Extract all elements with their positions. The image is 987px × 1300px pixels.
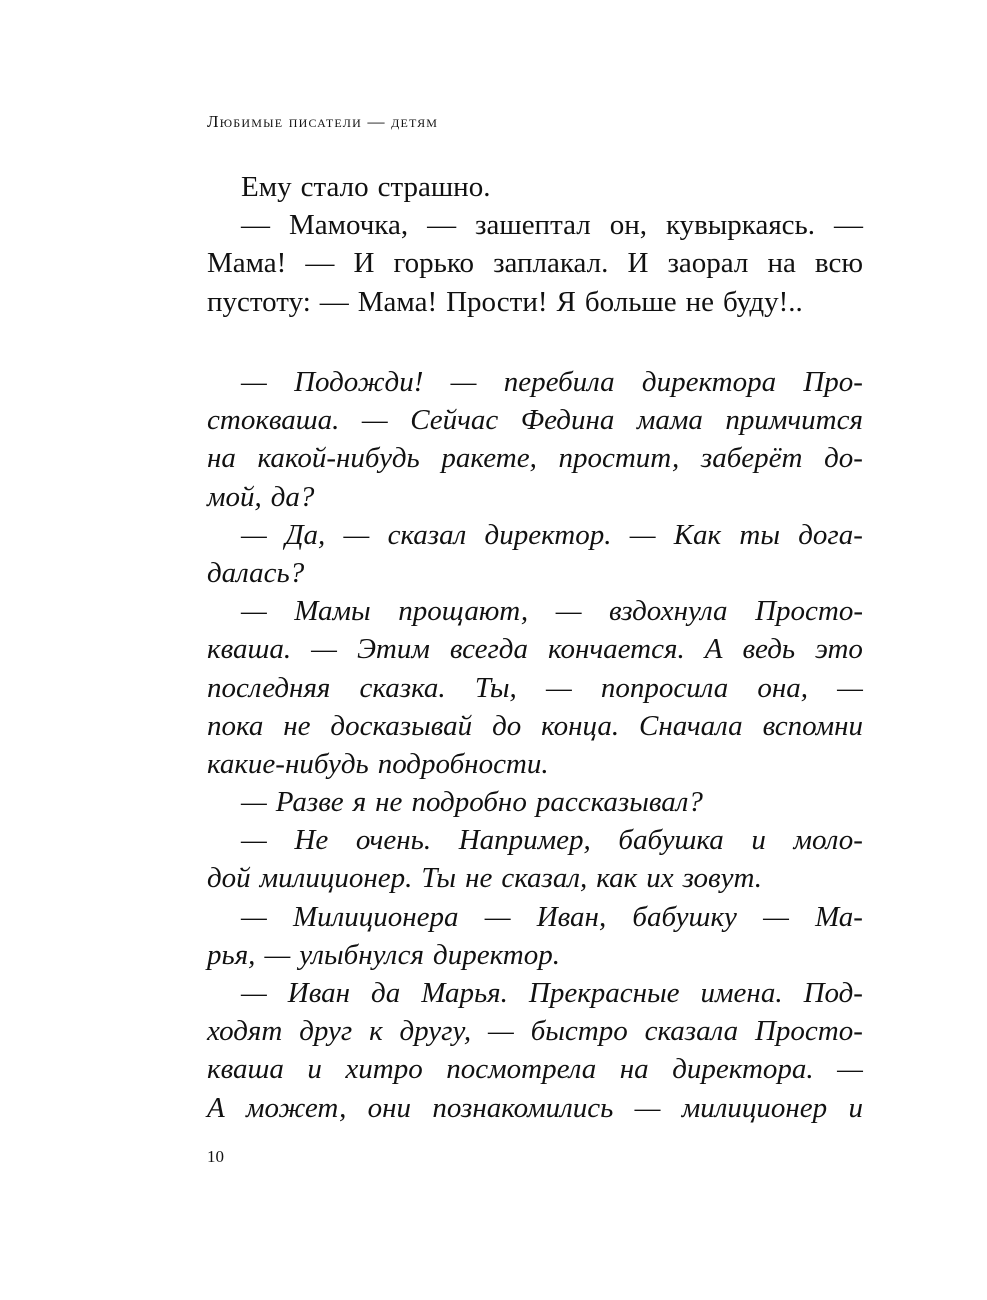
text-line: далась? <box>207 556 305 589</box>
running-header: Любимые писатели — детям <box>207 112 439 131</box>
text-line: Мама! — И горько заплакал. И заорал на всю <box>207 247 863 280</box>
text-section-roman <box>207 168 863 321</box>
text-line: — Милиционера — Иван, бабушку — Ма- <box>241 900 863 933</box>
text-section-italic <box>207 363 863 1127</box>
text-line: — Иван да Марья. Прекрасные имена. Под- <box>241 977 863 1009</box>
text-line: на какой-нибудь ракете, простит, заберёт до- <box>207 442 863 475</box>
text-line: — Да, — сказал директор. — Как ты дога- <box>241 518 863 551</box>
text-line: — Разве я не подробно рассказывал? <box>241 786 703 819</box>
text-line: — Не очень. Например, бабушка и моло- <box>241 824 863 857</box>
text-line: последняя сказка. Ты, — попросила она, — <box>207 671 863 704</box>
text-line: рья, — улыбнулся директор. <box>207 938 560 971</box>
text-line: кваша. — Этим всегда кончается. А ведь это <box>207 633 863 666</box>
text-line: мой, да? <box>207 480 315 513</box>
text-line: пустоту: — Мама! Прости! Я больше не буду!.. <box>207 285 803 318</box>
text-line: — Мамочка, — зашептал он, кувыркаясь. — <box>241 209 863 242</box>
page-number: 10 <box>207 1147 224 1166</box>
text-line: — Подожди! — перебила директора Про- <box>241 366 863 398</box>
text-line: какие-нибудь подробности. <box>207 747 549 780</box>
text-line: дой милиционер. Ты не сказал, как их зовут. <box>207 862 763 895</box>
text-line: А может, они познакомились — милиционер и <box>207 1091 863 1124</box>
text-line: — Мамы прощают, — вздохнула Просто- <box>241 595 863 628</box>
text-line: Ему стало страшно. <box>241 171 491 203</box>
text-line: стокваша. — Сейчас Федина мама примчится <box>207 404 863 437</box>
text-line: пока не досказывай до конца. Сначала вспомни <box>207 709 863 742</box>
text-line: кваша и хитро посмотрела на директора. — <box>207 1053 863 1086</box>
text-line: ходят друг к другу, — быстро сказала Просто- <box>207 1015 863 1048</box>
